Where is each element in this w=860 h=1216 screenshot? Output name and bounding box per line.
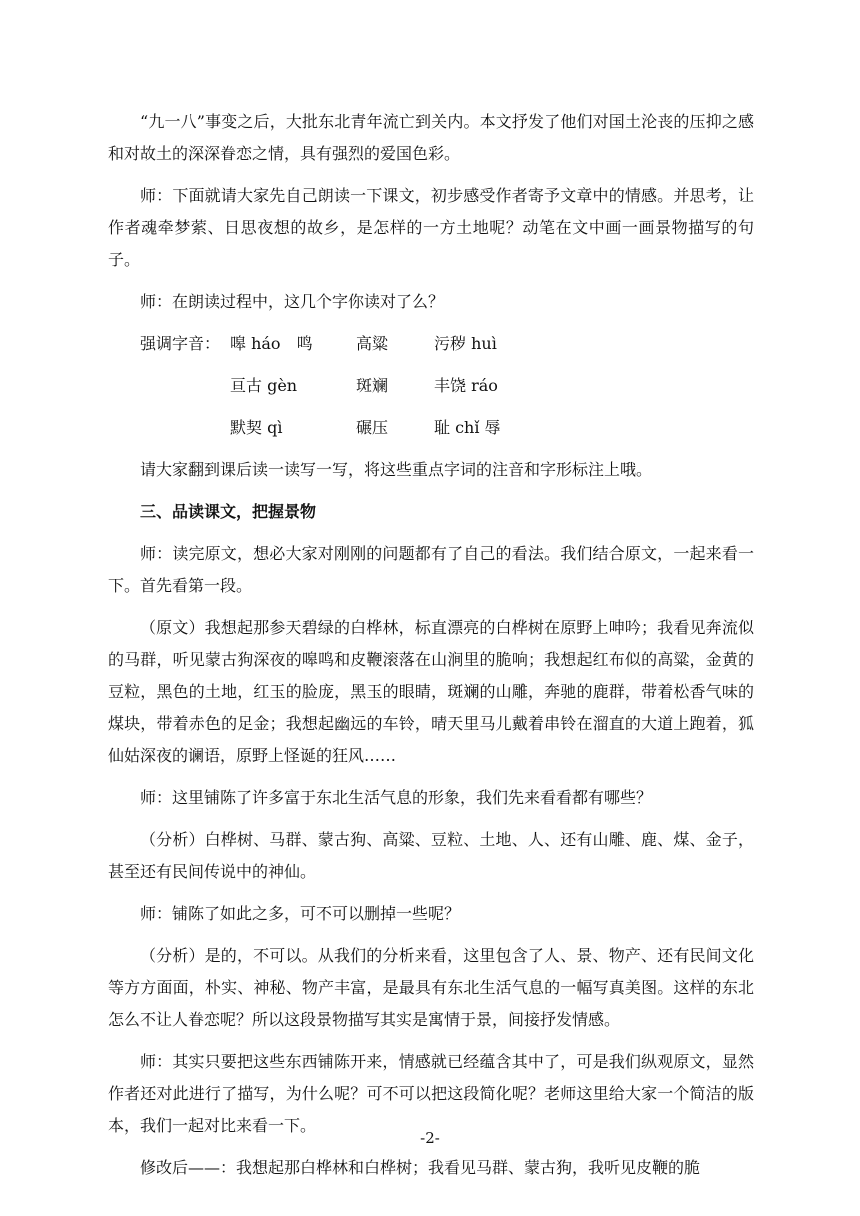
document-body bbox=[108, 106, 754, 1194]
pronunciation-word: 污秽 huì bbox=[434, 334, 497, 353]
paragraph-revised: 修改后——：我想起那白桦林和白桦树；我看见马群、蒙古狗，我听见皮鞭的脆 bbox=[140, 1158, 701, 1177]
pronunciation-row bbox=[108, 412, 754, 444]
pronunciation-word: 斑斓 bbox=[356, 376, 389, 395]
paragraph-body: 师：其实只要把这些东西铺陈开来，情感就已经蕴含其中了，可是我们纵观原文，显然作者还对此进行了描写，为什么呢？可不可以把这段简化呢？老师这里给大家一个简洁的版本，我们一起对比来看一下。 bbox=[108, 1052, 754, 1135]
pronunciation-word: 丰饶 ráo bbox=[434, 376, 498, 395]
pronunciation-word: 默契 qì bbox=[230, 418, 283, 437]
pronunciation-word: 耻 chǐ 辱 bbox=[434, 418, 501, 437]
paragraph-original-text: （原文）我想起那参天碧绿的白桦林，标直漂亮的白桦树在原野上呻吟；我看见奔流似的马群，听见蒙古狗深夜的嗥鸣和皮鞭滚落在山涧里的脆响；我想起红布似的高粱，金黄的豆粒，黑色的土地，红玉的脸庞，黑玉的眼睛，斑斓的山雕，奔驰的鹿群，带着松香气味的煤块，带着赤色的足金；我想起幽远的车铃，晴天里马儿戴着串铃在溜直的大道上跑着，狐仙姑深夜的谰语，原野上怪诞的狂风…… bbox=[108, 618, 754, 765]
paragraph-analysis: （分析）是的，不可以。从我们的分析来看，这里包含了人、景、物产、还有民间文化等方方面面，朴实、神秘、物产丰富，是最具有东北生活气息的一幅写真美图。这样的东北怎么不让人眷恋呢？所以这段景物描写其实是寓情于景，间接抒发情感。 bbox=[108, 946, 754, 1029]
section-heading: 三、品读课文，把握景物 bbox=[140, 502, 317, 521]
pronunciation-word: 碾压 bbox=[356, 418, 389, 437]
paragraph-body: 师：读完原文，想必大家对刚刚的问题都有了自己的看法。我们结合原文，一起来看一下。首先看第一段。 bbox=[108, 544, 754, 595]
paragraph-intro: “九一八”事变之后，大批东北青年流亡到关内。本文抒发了他们对国土沦丧的压抑之感和对故土的深深眷恋之情，具有强烈的爱国色彩。 bbox=[108, 112, 754, 163]
paragraph-body: 师：这里铺陈了许多富于东北生活气息的形象，我们先来看看都有哪些？ bbox=[140, 788, 653, 807]
pronunciation-row bbox=[108, 328, 754, 360]
paragraph-analysis: （分析）白桦树、马群、蒙古狗、高粱、豆粒、土地、人、还有山雕、鹿、煤、金子，甚至还有民间传说中的神仙。 bbox=[108, 830, 754, 881]
paragraph-teacher-question: 师：在朗读过程中，这几个字你读对了么？ bbox=[140, 292, 445, 311]
paragraph-teacher-reading: 师：下面就请大家先自己朗读一下课文，初步感受作者寄予文章中的情感。并思考，让作者魂牵梦萦、日思夜想的故乡，是怎样的一方土地呢？动笔在文中画一画景物描写的句子。 bbox=[108, 186, 754, 269]
pronunciation-label: 强调字音： bbox=[140, 334, 221, 353]
paragraph-body: 师：铺陈了如此之多，可不可以删掉一些呢？ bbox=[140, 904, 461, 923]
paragraph-homework: 请大家翻到课后读一读写一写，将这些重点字词的注音和字形标注上哦。 bbox=[140, 460, 653, 479]
page-number: -2- bbox=[420, 1129, 440, 1147]
pronunciation-word: 亘古 gèn bbox=[230, 376, 298, 395]
pronunciation-word: 高粱 bbox=[356, 334, 389, 353]
pronunciation-word: 嗥 háo 鸣 bbox=[230, 334, 313, 353]
pronunciation-row bbox=[108, 370, 754, 402]
